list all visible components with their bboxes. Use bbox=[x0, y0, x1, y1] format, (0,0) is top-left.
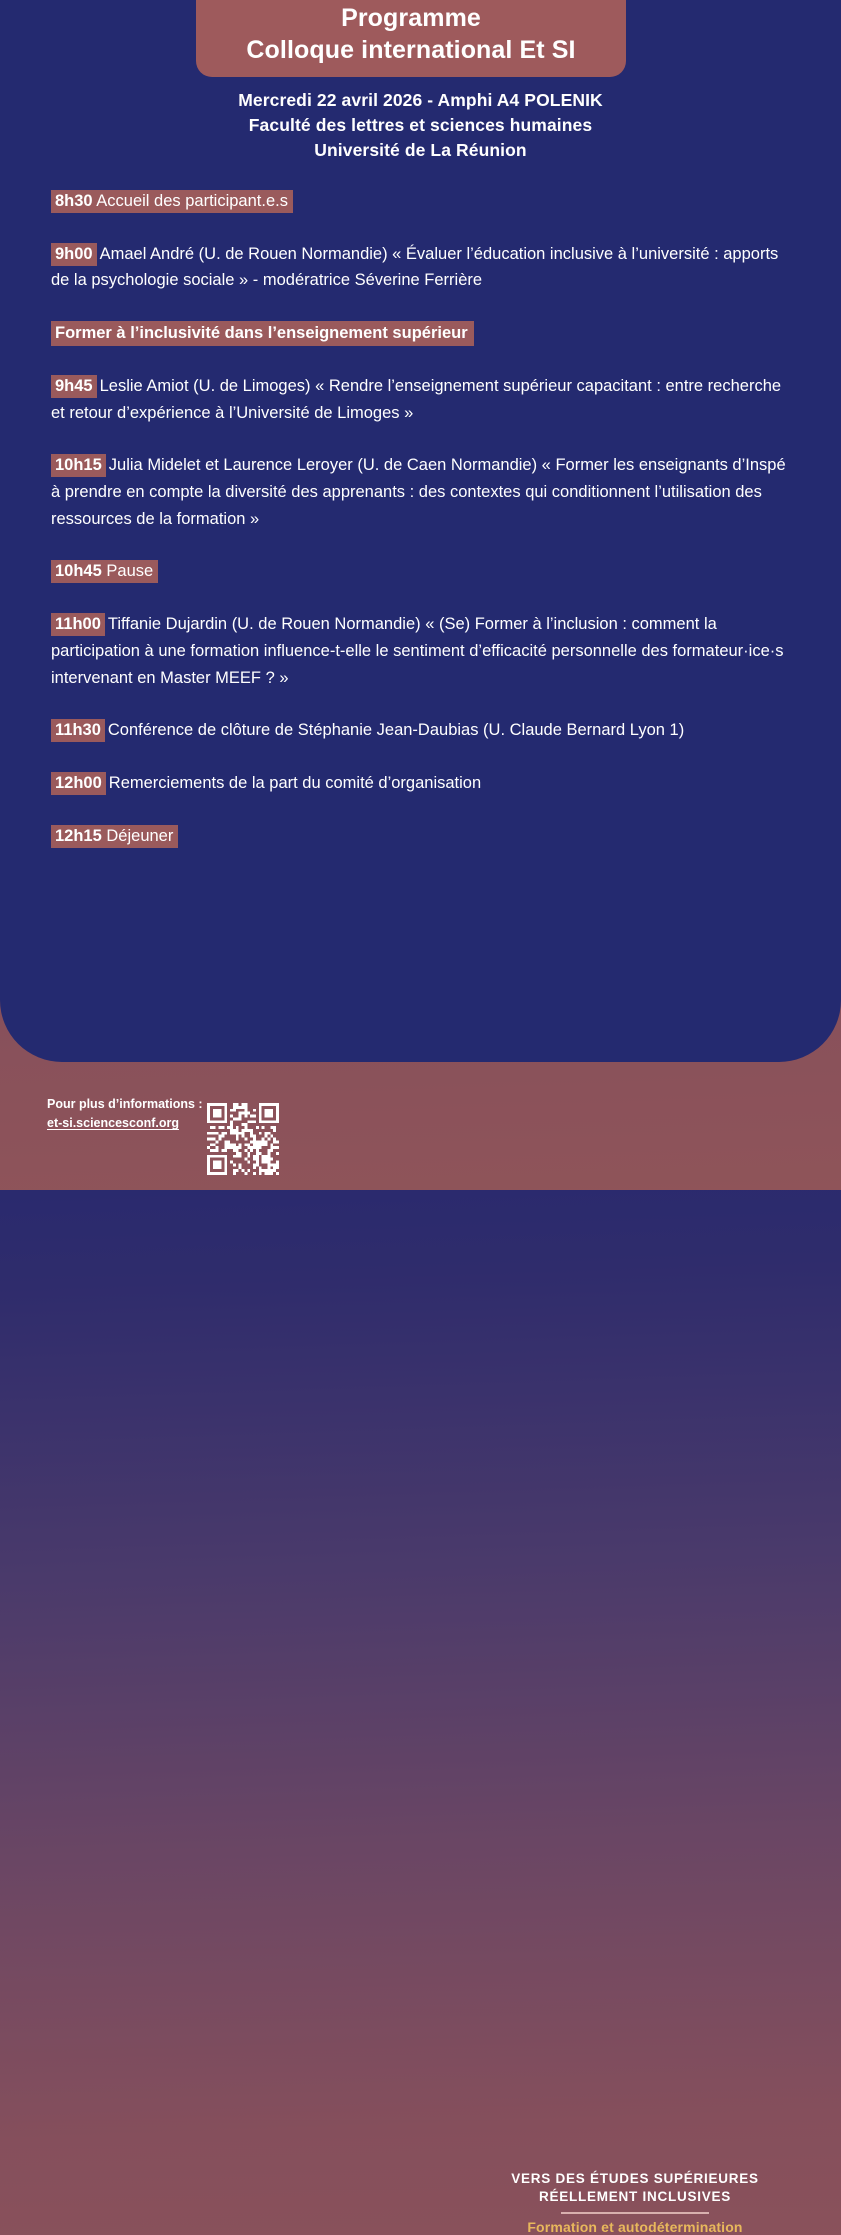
qr-code-icon bbox=[207, 1103, 279, 1175]
contact-label: Pour plus d’informations : bbox=[47, 1097, 203, 1111]
entry-time: 10h45 bbox=[55, 562, 102, 581]
programme-entry bbox=[51, 717, 793, 744]
entry-time: 9h00 bbox=[51, 243, 97, 266]
entry-text: Déjeuner bbox=[101, 826, 174, 845]
entry-text: Leslie Amiot (U. de Limoges) « Rendre l’enseignement supérieur capacitant : entre recherche et retour d’expérience à l’Université de Limoges » bbox=[51, 376, 782, 422]
tagline-line-2: RÉELLEMENT INCLUSIVES bbox=[538, 2188, 731, 2204]
programme-entry bbox=[51, 558, 793, 585]
entry-time: 12h00 bbox=[51, 772, 106, 795]
entry-highlight bbox=[51, 825, 178, 848]
entry-time: 10h15 bbox=[51, 454, 106, 477]
footer bbox=[0, 1062, 841, 2235]
entry-time: 11h30 bbox=[51, 719, 105, 742]
programme-entry bbox=[51, 770, 793, 797]
programme-entry bbox=[51, 823, 793, 850]
tagline-line-1: VERS DES ÉTUDES SUPÉRIEURES bbox=[511, 2171, 759, 2186]
entry-time: 12h15 bbox=[55, 826, 102, 845]
programme-entry bbox=[51, 611, 793, 691]
entry-time: 11h00 bbox=[51, 613, 105, 636]
entry-time: 9h45 bbox=[51, 375, 97, 398]
contact-block bbox=[47, 1095, 203, 1134]
entry-text: Amael André (U. de Rouen Normandie) « Évaluer l’éducation inclusive à l’université : apports de la psychologie sociale » - modératrice Séverine Ferrière bbox=[51, 244, 779, 290]
entry-text: Pause bbox=[101, 562, 154, 581]
entry-text: Julia Midelet et Laurence Leroyer (U. de Caen Normandie) « Former les enseignants d’Inspé à prendre en compte la diversité des apprenants : des contextes qui conditionnent l’utilisation des ressources de la formation » bbox=[51, 456, 786, 528]
title-pill bbox=[196, 0, 626, 77]
event-faculty: Faculté des lettres et sciences humaines bbox=[248, 114, 593, 135]
entry-highlight bbox=[51, 560, 158, 583]
tagline-subtitle: Formation et autodétermination bbox=[527, 2218, 743, 2235]
entry-highlight bbox=[51, 190, 293, 213]
programme-entry bbox=[51, 241, 793, 294]
tagline-divider bbox=[561, 2212, 709, 2214]
programme-list bbox=[51, 188, 793, 850]
programme-entry bbox=[51, 188, 793, 215]
programme-entry bbox=[51, 373, 793, 426]
entry-text: Tiffanie Dujardin (U. de Rouen Normandie) « (Se) Former à l’inclusion : comment la participation à une formation influence-t-elle le sentiment d’efficacité personnelle des formateur·ice·s intervenant en Master MEEF ? » bbox=[51, 615, 784, 687]
event-university: Université de La Réunion bbox=[314, 139, 527, 160]
programme-section-heading bbox=[51, 320, 793, 347]
tagline-block bbox=[440, 2170, 830, 2235]
event-date-venue: Mercredi 22 avril 2026 - Amphi A4 POLENIK bbox=[238, 90, 603, 110]
event-subheader bbox=[0, 88, 841, 163]
programme-card bbox=[0, 0, 841, 1062]
section-heading-label: Former à l’inclusivité dans l’enseignement supérieur bbox=[51, 321, 474, 346]
title-line-2: Colloque international Et SI bbox=[246, 36, 576, 64]
programme-entry bbox=[51, 452, 793, 532]
entry-time: 8h30 bbox=[55, 192, 93, 210]
contact-url-link[interactable]: et-si.sciencesconf.org bbox=[47, 1116, 179, 1131]
entry-text: Conférence de clôture de Stéphanie Jean-Daubias (U. Claude Bernard Lyon 1) bbox=[107, 721, 685, 740]
title-line-1: Programme bbox=[341, 4, 481, 32]
entry-text: Accueil des participant.e.s bbox=[92, 192, 288, 210]
entry-text: Remerciements de la part du comité d’organisation bbox=[108, 774, 482, 793]
